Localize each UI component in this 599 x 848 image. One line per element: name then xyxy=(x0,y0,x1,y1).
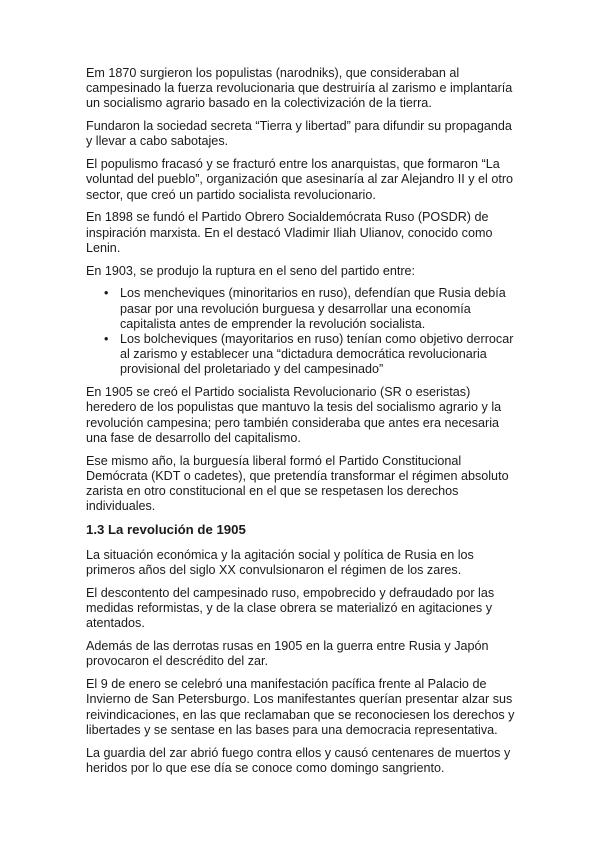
paragraph-descontento: El descontento del campesinado ruso, empobrecido y defraudado por las medidas reformistas, y de la clase obrera se materializó en agitaciones y atentados. xyxy=(86,586,495,631)
section-heading: 1.3 La revolución de 1905 xyxy=(86,522,246,538)
bullet-icon: • xyxy=(104,332,109,347)
paragraph-populistas: Em 1870 surgieron los populistas (narodniks), que consideraban al campesinado la fuerza revolucionaria que destruiría al zarismo e implantaría un socialismo agrario basado en la colectivización de la tierra. xyxy=(86,66,513,111)
paragraph-situacion: La situación económica y la agitación social y política de Rusia en los primeros años del siglo XX convulsionaron el régimen de los zares. xyxy=(86,548,474,578)
paragraph-9-enero: El 9 de enero se celebró una manifestación pacífica frente al Palacio de Invierno de San Petersburgo. Los manifestantes querían presentar alzar sus reivindicaciones, en las que reclamaban que se reconociesen los derechos y libertades y se sentase en las bases para una democracia representativa. xyxy=(86,677,515,737)
paragraph-derrotas: Además de las derrotas rusas en 1905 en la guerra entre Rusia y Japón provocaron el descrédito del zar. xyxy=(86,639,489,669)
bullet-icon: • xyxy=(104,286,109,301)
list-item-text: Los mencheviques (minoritarios en ruso), defendían que Rusia debía pasar por una revolución burguesa y desarrollar una economía capitalista antes de emprender la revolución socialista. xyxy=(120,286,506,331)
paragraph-populismo-fracaso: El populismo fracasó y se fracturó entre los anarquistas, que formaron “La voluntad del pueblo”, organización que asesinaría al zar Alejandro II y el otro sector, que creó un partido socialista revolucionario. xyxy=(86,157,514,202)
paragraph-ruptura: En 1903, se produjo la ruptura en el seno del partido entre: xyxy=(86,263,416,278)
paragraph-partido-sr: En 1905 se creó el Partido socialista Revolucionario (SR o eseristas) heredero de los populistas que mantuvo la tesis del socialismo agrario y la revolución campesina; pero también consideraba que antes era necesaria una fase de desarrollo del capitalismo. xyxy=(86,385,502,445)
paragraph-domingo-sangriento: La guardia del zar abrió fuego contra ellos y causó centenares de muertos y heridos por lo que ese día se conoce como domingo sangriento. xyxy=(86,745,511,775)
faction-list xyxy=(86,286,516,377)
list-item-text: Los bolcheviques (mayoritarios en ruso) tenían como objetivo derrocar al zarismo y establecer una “dictadura democrática revolucionaria provisional del proletariado y del campesinado” xyxy=(120,332,514,377)
list-item-mencheviques xyxy=(104,286,516,332)
document-page xyxy=(86,66,516,784)
paragraph-tierra-y-libertad: Fundaron la sociedad secreta “Tierra y libertad” para difundir su propaganda y llevar a cabo sabotajes. xyxy=(86,119,512,149)
paragraph-posdr: En 1898 se fundó el Partido Obrero Socialdemócrata Ruso (POSDR) de inspiración marxista. En el destacó Vladimir Iliah Ulianov, conocido como Lenin. xyxy=(86,210,493,255)
list-item-bolcheviques xyxy=(104,332,516,378)
paragraph-kdt: Ese mismo año, la burguesía liberal formó el Partido Constitucional Demócrata (KDT o cadetes), que pretendía transformar el régimen absoluto zarista en otro constitucional en el que se respetasen los derechos individuales. xyxy=(86,453,509,514)
